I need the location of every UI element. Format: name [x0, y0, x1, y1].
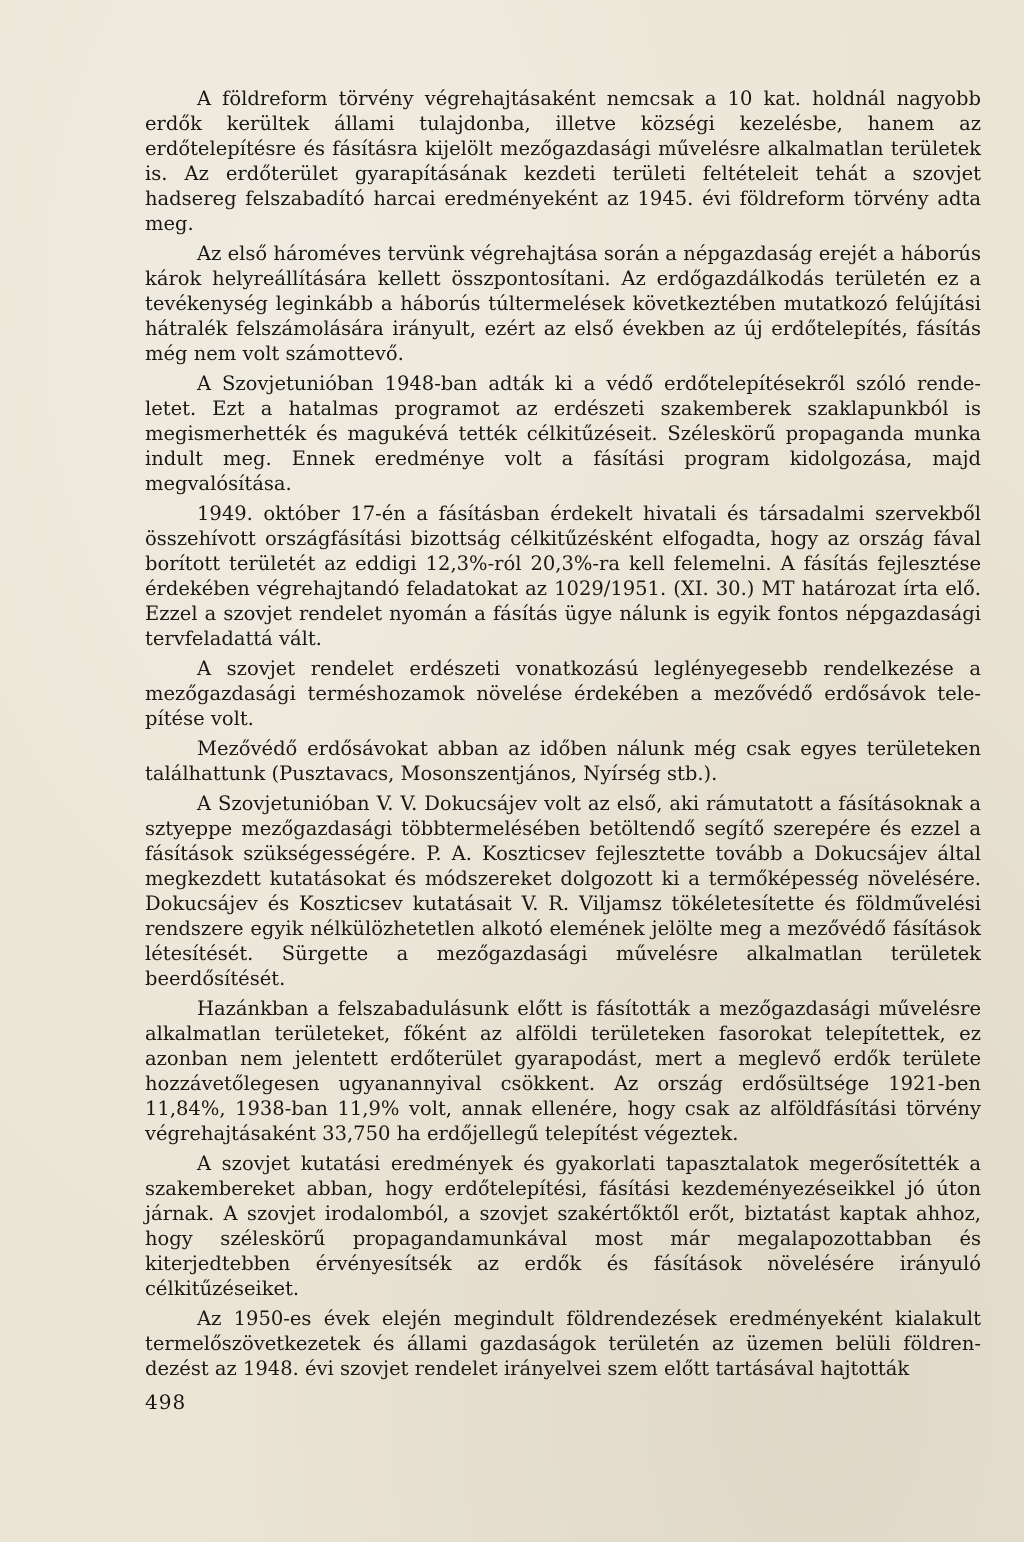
body-text	[145, 86, 981, 1381]
paragraph: A szovjet kutatási eredmények és gyakorlati tapasztalatok megerősítették a szakembereket abban, hogy erdőtelepítési, fásítási kezdeményezéseikkel jó úton járnak. A szovjet irodalomból, a szovjet szakértőktől erőt, biztatást kaptak ahhoz, hogy széleskörű propagandamunkával most már megalapozottabban és kiterjedtebben érvényesítsék az erdők és fásítások növelésére irányuló célkitűzéseiket.	[145, 1152, 981, 1300]
paragraph: A Szovjetunióban V. V. Dokucsájev volt az első, aki rámutatott a fásításoknak a sztyeppe mezőgazdasági többtermelésében betöltendő segítő szerepére és ezzel a fásítások szükségességére. P. A. Koszticsev fejlesztette tovább a Dokucsájev által megkezdett kutatásokat és módszereket dolgozott ki a termőképesség növelésére. Dokucsájev és Koszticsev kutatásait V. R. Viljamsz tökéletesítette és földművelési rendszere egyik nélkülözhetetlen alkotó elemének jelölte meg a mezővédő fásítások létesítését. Sürgette a mezőgazdasági művelésre alkalmatlan területek beerdősítését.	[145, 792, 981, 990]
page-number: 498	[145, 1390, 187, 1414]
paragraph: Mezővédő erdősávokat abban az időben nálunk még csak egyes területeken találhattunk (Pusztavacs, Mosonszentjános, Nyírség stb.).	[145, 737, 981, 785]
paragraph: Az 1950-es évek elején megindult földrendezések eredményeként kialakult termelőszövetkezetek és állami gazdaságok területén az üzemen belüli földrendezést az 1948. évi szovjet rendelet irányelvei szem előtt tartásával hajtották	[145, 1307, 981, 1380]
paragraph: Az első hároméves tervünk végrehajtása során a népgazdaság erejét a háborús károk helyreállítására kellett összpontosítani. Az erdőgazdálkodás területén ez a tevékenység leginkább a háborús túltermelések következtében mutatkozó felújítási hátralék felszámolására irányult, ezért az első években az új erdőtelepítés, fásítás még nem volt számottevő.	[145, 242, 981, 365]
paragraph: A szovjet rendelet erdészeti vonatkozású leglényegesebb rendelkezése a mezőgazdasági terméshozamok növelése érdekében a mezővédő erdősávok telepítése volt.	[145, 657, 981, 730]
paragraph: A földreform törvény végrehajtásaként nemcsak a 10 kat. holdnál nagyobb erdők kerültek állami tulajdonba, illetve községi kezelésbe, hanem az erdőtelepítésre és fásításra kijelölt mezőgazdasági művelésre alkalmatlan területek is. Az erdőterület gyarapításának kezdeti területi feltételeit tehát a szovjet hadsereg felszabadító harcai eredményeként az 1945. évi földreform törvény adta meg.	[145, 87, 981, 235]
paragraph: Hazánkban a felszabadulásunk előtt is fásították a mezőgazdasági művelésre alkalmatlan területeket, főként az alföldi területeken fasorokat telepítettek, ez azonban nem jelentett erdőterület gyarapodást, mert a meglevő erdők területe hozzávetőlegesen ugyanannyival csökkent. Az ország erdősültsége 1921-ben 11,84%, 1938-ban 11,9% volt, annak ellenére, hogy csak az alföldfásítási törvény végrehajtásaként 33,750 ha erdőjellegű telepítést végeztek.	[145, 997, 981, 1145]
paragraph: 1949. október 17-én a fásításban érdekelt hivatali és társadalmi szervekből összehívott országfásítási bizottság célkitűzésként elfogadta, hogy az ország fával borított területét az eddigi 12,3%-ról 20,3%-ra kell felemelni. A fásítás fejlesztése érdekében végrehajtandó feladatokat az 1029/1951. (XI. 30.) MT határozat írta elő. Ezzel a szovjet rendelet nyomán a fásítás ügye nálunk is egyik fontos népgazdasági tervfeladattá vált.	[145, 502, 981, 650]
paragraph: A Szovjetunióban 1948-ban adták ki a védő erdőtelepítésekről szóló rendeletet. Ezt a hatalmas programot az erdészeti szakemberek szaklapunkból is megismerhették és magukévá tették célkitűzéseit. Széleskörű propaganda munka indult meg. Ennek eredménye volt a fásítási program kidolgozása, majd megvalósítása.	[145, 372, 981, 495]
